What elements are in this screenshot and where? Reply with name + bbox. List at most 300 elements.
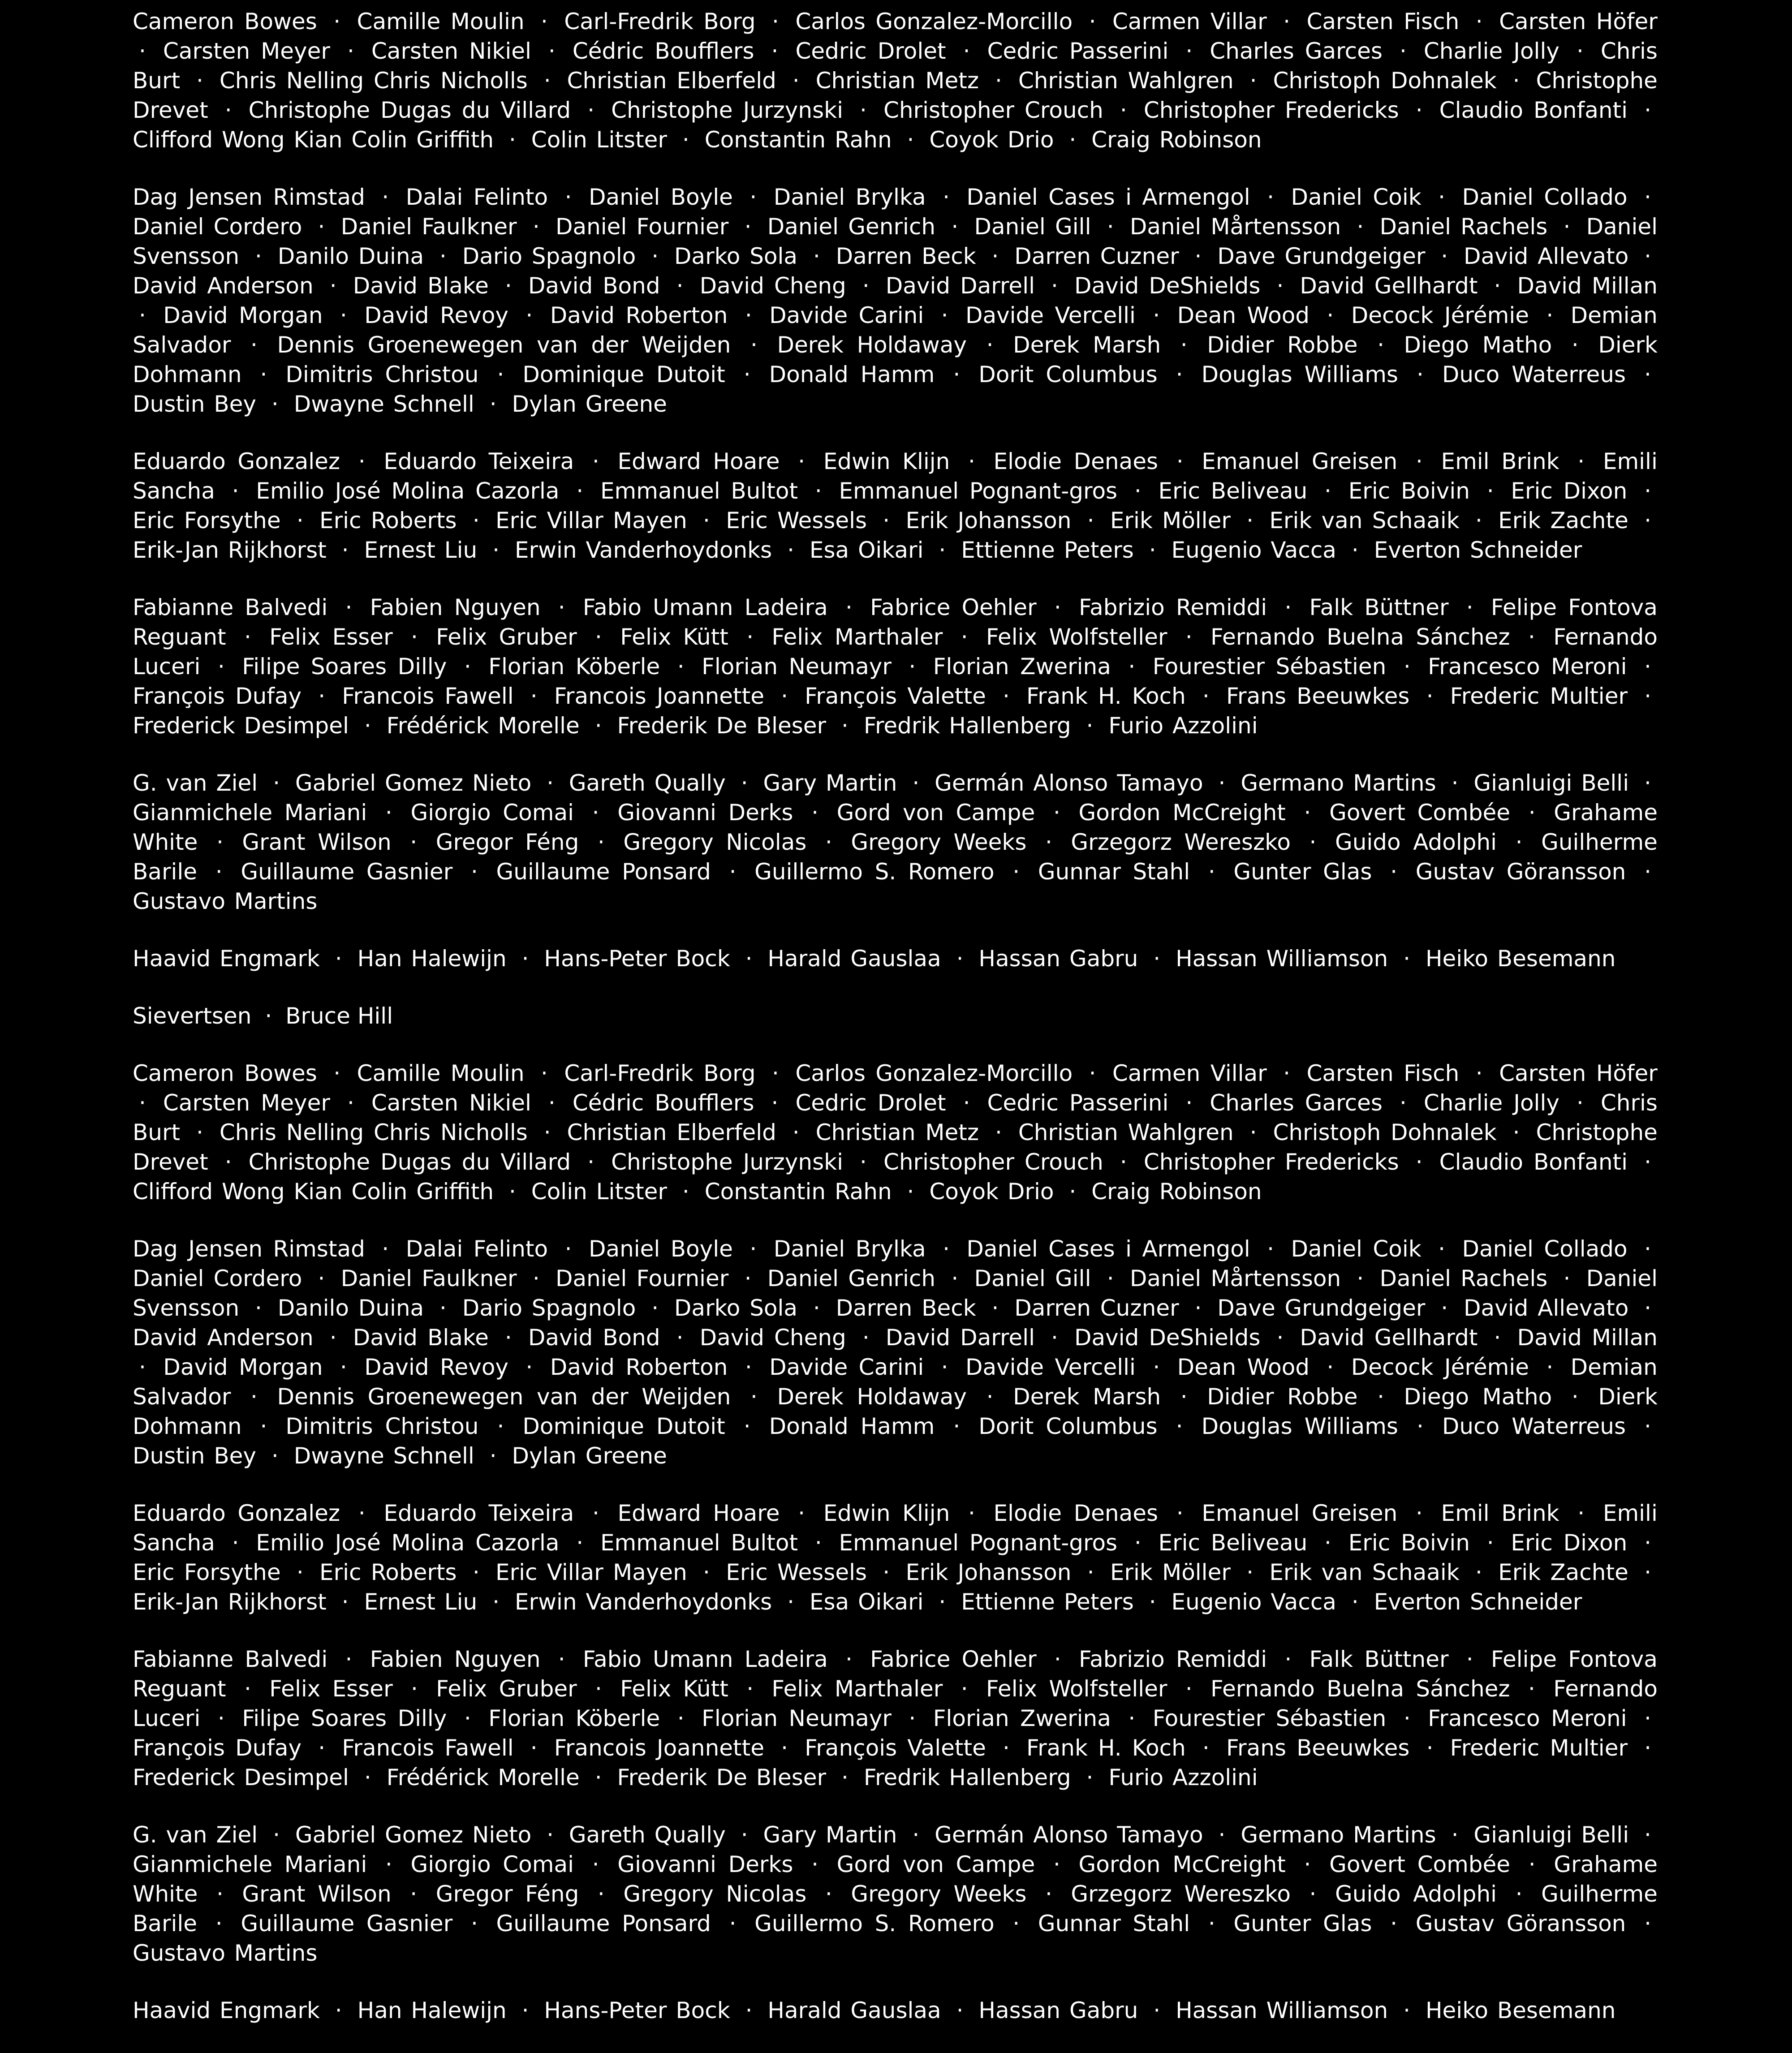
contributor-name: Emili Sancha (133, 1500, 1658, 1556)
contributor-name: Darren Beck (836, 1295, 976, 1321)
contributor-name: Eric Roberts (319, 508, 457, 534)
separator-dot: · (862, 273, 870, 299)
contributor-name: Frederic Multier (1450, 683, 1628, 709)
contributor-name: Guillaume Ponsard (496, 1911, 711, 1937)
separator-dot: · (912, 1822, 920, 1848)
contributor-name: Falk Büttner (1309, 594, 1449, 620)
separator-dot: · (1267, 184, 1275, 210)
separator-dot: · (787, 1589, 794, 1615)
contributor-name: David Cheng (699, 273, 846, 299)
contributor-name: Derek Holdaway (777, 332, 967, 358)
contributor-name: Guillermo S. Romero (754, 1911, 995, 1937)
contributor-name: Gregory Weeks (851, 829, 1027, 855)
contributor-name: Francois Fawell (342, 683, 514, 709)
separator-dot: · (1644, 683, 1652, 709)
separator-dot: · (860, 97, 867, 123)
separator-dot: · (1644, 1911, 1651, 1937)
separator-dot: · (1644, 243, 1652, 269)
contributor-name: Guilherme Barile (133, 1881, 1658, 1937)
contributor-name: Dario Spagnolo (462, 1295, 636, 1321)
separator-dot: · (1451, 1822, 1459, 1848)
separator-dot: · (813, 1295, 820, 1321)
separator-dot: · (273, 770, 280, 796)
contributor-name: Christian Elberfeld (567, 68, 776, 94)
contributor-name: Bruce Hill (285, 1003, 393, 1029)
separator-dot: · (963, 38, 970, 64)
contributor-name: Emmanuel Pognant-gros (839, 1530, 1118, 1556)
separator-dot: · (1012, 1911, 1020, 1937)
contributor-name: Grzegorz Wereszko (1071, 829, 1291, 855)
contributor-name: Guillaume Gasnier (241, 1911, 453, 1937)
contributor-name: Emilio José Molina Cazorla (256, 478, 560, 504)
separator-dot: · (1051, 1325, 1058, 1351)
separator-dot: · (771, 1090, 779, 1116)
contributor-name: Felix Wolfsteller (986, 624, 1167, 650)
contributor-name: François Dufay (133, 683, 302, 709)
contributor-name: Fabien Nguyen (370, 594, 541, 620)
separator-dot: · (521, 1997, 529, 2023)
contributor-name: Dennis Groenewegen van der Weijden (277, 332, 731, 358)
contributor-name: Eric Wessels (726, 508, 867, 534)
contributor-name: Darko Sola (674, 1295, 798, 1321)
contributor-name: Guilherme Barile (133, 829, 1658, 885)
contributor-name: Douglas Williams (1201, 362, 1398, 387)
contributor-name: David Morgan (163, 1354, 323, 1380)
contributor-name: Filipe Soares Dilly (242, 1705, 447, 1731)
contributor-name: Dwayne Schnell (293, 391, 474, 417)
contributor-name: Gunnar Stahl (1038, 859, 1190, 885)
contributor-name: Daniel Svensson (133, 214, 1658, 269)
contributor-name: Eric Dixon (1511, 1530, 1628, 1556)
contributor-name: Demian Salvador (133, 302, 1658, 358)
separator-dot: · (771, 1060, 779, 1086)
contributor-name: Dominique Dutoit (522, 1413, 725, 1439)
separator-dot: · (1546, 302, 1554, 328)
separator-dot: · (1377, 332, 1384, 358)
separator-dot: · (547, 1822, 554, 1848)
credits-stack (133, 0, 1658, 2053)
separator-dot: · (750, 332, 758, 358)
separator-dot: · (244, 1676, 251, 1702)
contributor-name: Gabriel Gomez Nieto (295, 1822, 532, 1848)
separator-dot: · (1069, 1179, 1077, 1205)
contributor-name: Emil Brink (1441, 448, 1559, 474)
separator-dot: · (1304, 800, 1311, 826)
contributor-name: David Millan (1517, 1325, 1658, 1351)
separator-dot: · (1515, 829, 1523, 855)
contributor-name: Esa Oikari (809, 537, 924, 563)
separator-dot: · (787, 537, 794, 563)
contributor-name: Edwin Klijn (823, 1500, 950, 1526)
contributor-name: Giorgio Comai (410, 1851, 574, 1877)
separator-dot: · (677, 654, 685, 680)
contributor-name: David DeShields (1074, 1325, 1261, 1351)
contributor-name: Furio Azzolini (1108, 713, 1258, 739)
contributor-name: Gordon McCreight (1078, 1851, 1286, 1877)
contributor-name: Emil Brink (1441, 1500, 1559, 1526)
separator-dot: · (1149, 537, 1156, 563)
contributor-name: Davide Vercelli (965, 1354, 1136, 1380)
contributor-name: Christopher Crouch (883, 1149, 1103, 1175)
contributor-name: Erik van Schaaik (1269, 1559, 1460, 1585)
contributor-name: Carsten Nikiel (371, 1090, 531, 1116)
contributor-name: David Gellhardt (1300, 273, 1478, 299)
separator-dot: · (1528, 1676, 1535, 1702)
separator-dot: · (1267, 1236, 1275, 1262)
contributor-name: Daniel Boyle (588, 184, 733, 210)
separator-dot: · (472, 1559, 480, 1585)
contributor-name: Heiko Besemann (1425, 946, 1616, 972)
separator-dot: · (1466, 1646, 1473, 1672)
contributor-name: Christoph Dohnalek (1273, 1119, 1497, 1145)
separator-dot: · (1644, 1413, 1651, 1439)
separator-dot: · (587, 97, 595, 123)
separator-dot: · (811, 800, 818, 826)
contributor-name: Emilio José Molina Cazorla (256, 1530, 560, 1556)
separator-dot: · (1089, 9, 1096, 34)
separator-dot: · (912, 770, 920, 796)
contributor-name: Felipe Fontova Reguant (133, 594, 1658, 650)
contributor-name: Frederic Multier (1450, 1735, 1628, 1761)
contributor-name: Fernando Luceri (133, 624, 1658, 680)
contributor-name: Cedric Passerini (987, 38, 1169, 64)
separator-dot: · (1283, 9, 1291, 34)
contributor-name: David Blake (353, 273, 489, 299)
separator-dot: · (1377, 1384, 1384, 1410)
contributor-name: Frédérick Morelle (386, 713, 580, 739)
contributor-name: Elodie Denaes (993, 448, 1159, 474)
contributor-name: Coyok Drio (929, 127, 1054, 153)
separator-dot: · (139, 1354, 146, 1380)
contributor-name: Eric Villar Mayen (495, 508, 687, 534)
contributor-name: Charlie Jolly (1423, 38, 1559, 64)
contributor-name: Didier Robbe (1207, 332, 1358, 358)
credits-tail (133, 1001, 1658, 1031)
contributor-name: Gareth Qually (569, 1822, 726, 1848)
separator-dot: · (521, 946, 529, 972)
separator-dot: · (1415, 1149, 1423, 1175)
separator-dot: · (744, 214, 752, 240)
contributor-name: Daniel Genrich (767, 1265, 936, 1291)
separator-dot: · (224, 97, 232, 123)
separator-dot: · (1403, 1705, 1411, 1731)
separator-dot: · (530, 1735, 538, 1761)
separator-dot: · (1054, 594, 1061, 620)
contributor-name: David Bond (528, 273, 660, 299)
separator-dot: · (358, 1500, 366, 1526)
separator-dot: · (497, 1413, 504, 1439)
contributor-name: Fabien Nguyen (370, 1646, 541, 1672)
separator-dot: · (1012, 859, 1020, 885)
contributor-name: Felix Gruber (436, 624, 577, 650)
contributor-name: Daniel Coik (1291, 1236, 1422, 1262)
contributor-name: David Gellhardt (1300, 1325, 1478, 1351)
separator-dot: · (745, 302, 752, 328)
contributor-name: Felix Marthaler (771, 1676, 943, 1702)
contributor-name: Gunter Glas (1233, 859, 1372, 885)
contributor-name: Hans-Peter Bock (544, 1997, 730, 2023)
contributor-name: Fredrik Hallenberg (863, 1765, 1071, 1790)
contributor-name: Germán Alonso Tamayo (935, 770, 1203, 796)
contributor-name: Christopher Crouch (883, 97, 1103, 123)
contributor-name: François Dufay (133, 1735, 302, 1761)
separator-dot: · (1087, 1559, 1094, 1585)
contributor-name: Dalai Felinto (405, 1236, 548, 1262)
contributor-name: Grzegorz Wereszko (1071, 1881, 1291, 1907)
separator-dot: · (814, 478, 822, 504)
separator-dot: · (771, 9, 779, 34)
contributor-name: Didier Robbe (1207, 1384, 1358, 1410)
contributor-name: Erik van Schaaik (1269, 508, 1460, 534)
contributor-name: Grahame White (133, 1851, 1658, 1907)
separator-dot: · (139, 302, 146, 328)
separator-dot: · (1180, 1384, 1188, 1410)
separator-dot: · (1390, 1911, 1398, 1937)
separator-dot: · (492, 537, 500, 563)
separator-dot: · (939, 1589, 946, 1615)
contributor-name: Derek Marsh (1013, 332, 1161, 358)
contributor-name: Haavid Engmark (133, 946, 320, 972)
contributor-name: Edward Hoare (617, 1500, 780, 1526)
contributor-name: Daniel Svensson (133, 1265, 1658, 1321)
separator-dot: · (470, 859, 478, 885)
contributor-name: Chris Nelling Chris Nicholls (219, 68, 528, 94)
contributor-name: Everton Schneider (1374, 1589, 1582, 1615)
separator-dot: · (1176, 448, 1184, 474)
separator-dot: · (781, 683, 788, 709)
contributor-name: Dag Jensen Rimstad (133, 1236, 365, 1262)
contributor-name: Frank H. Koch (1026, 683, 1186, 709)
separator-dot: · (335, 1997, 342, 2023)
separator-dot: · (532, 214, 540, 240)
separator-dot: · (1644, 97, 1651, 123)
separator-dot: · (750, 184, 757, 210)
credits-group-h (133, 1996, 1658, 2025)
contributor-name: Christian Wahlgren (1018, 68, 1234, 94)
separator-dot: · (1577, 1500, 1585, 1526)
contributor-name: Heiko Besemann (1425, 1997, 1616, 2023)
separator-dot: · (651, 1295, 659, 1321)
separator-dot: · (1134, 478, 1142, 504)
separator-dot: · (1246, 1559, 1254, 1585)
contributor-name: David Allevato (1463, 243, 1629, 269)
separator-dot: · (907, 127, 914, 153)
separator-dot: · (1644, 1295, 1652, 1321)
contributor-name: Fabio Umann Ladeira (582, 594, 828, 620)
contributor-name: Gordon McCreight (1078, 800, 1286, 826)
separator-dot: · (1194, 1295, 1202, 1321)
contributor-name: Haavid Engmark (133, 1997, 320, 2023)
separator-dot: · (743, 1413, 751, 1439)
separator-dot: · (558, 594, 565, 620)
separator-dot: · (540, 1060, 548, 1086)
separator-dot: · (741, 770, 748, 796)
contributor-name: Gord von Campe (836, 800, 1035, 826)
separator-dot: · (956, 946, 964, 972)
contributor-name: Christian Wahlgren (1018, 1119, 1234, 1145)
contributor-name: Gianluigi Belli (1473, 1822, 1629, 1848)
separator-dot: · (953, 1413, 961, 1439)
separator-dot: · (1149, 1589, 1156, 1615)
separator-dot: · (883, 508, 890, 534)
contributor-name: Han Halewijn (357, 1997, 507, 2023)
contributor-name: Gianluigi Belli (1473, 770, 1629, 796)
contributor-name: David Morgan (163, 302, 323, 328)
separator-dot: · (273, 1822, 280, 1848)
separator-dot: · (364, 713, 371, 739)
contributor-name: Carlos Gonzalez-Morcillo (795, 9, 1073, 34)
separator-dot: · (729, 1911, 737, 1937)
contributor-name: Daniel Cordero (133, 214, 302, 240)
contributor-name: Eric Dixon (1511, 478, 1628, 504)
separator-dot: · (1176, 1413, 1183, 1439)
contributor-name: Govert Combée (1329, 1851, 1511, 1877)
separator-dot: · (1475, 9, 1483, 34)
separator-dot: · (1249, 68, 1257, 94)
separator-dot: · (1208, 859, 1215, 885)
separator-dot: · (1153, 302, 1160, 328)
contributor-name: Daniel Faulkner (340, 1265, 517, 1291)
separator-dot: · (1528, 624, 1535, 650)
separator-dot: · (745, 1997, 753, 2023)
separator-dot: · (1218, 1822, 1226, 1848)
separator-dot: · (1644, 1149, 1651, 1175)
separator-dot: · (410, 624, 418, 650)
contributor-name: Daniel Cases i Armengol (966, 184, 1250, 210)
separator-dot: · (1576, 1090, 1584, 1116)
contributor-name: Fernando Buelna Sánchez (1210, 1676, 1510, 1702)
contributor-name: Florian Köberle (488, 654, 660, 680)
contributor-name: Frans Beeuwkes (1226, 683, 1410, 709)
contributor-name: Dave Grundgeiger (1217, 243, 1426, 269)
separator-dot: · (385, 800, 392, 826)
contributor-name: Gregor Féng (435, 1881, 579, 1907)
contributor-name: Frank H. Koch (1026, 1735, 1186, 1761)
contributor-name: Gunter Glas (1233, 1911, 1372, 1937)
separator-dot: · (1351, 1589, 1359, 1615)
separator-dot: · (745, 1354, 752, 1380)
separator-dot: · (1528, 1851, 1536, 1877)
contributor-name: Gregory Weeks (851, 1881, 1027, 1907)
separator-dot: · (1120, 1149, 1127, 1175)
contributor-name: Gunnar Stahl (1038, 1911, 1190, 1937)
separator-dot: · (677, 1705, 685, 1731)
separator-dot: · (1176, 1500, 1184, 1526)
contributor-name: Francesco Meroni (1428, 1705, 1627, 1731)
separator-dot: · (340, 1354, 347, 1380)
contributor-name: Fabianne Balvedi (133, 594, 328, 620)
contributor-name: Diego Matho (1404, 332, 1552, 358)
separator-dot: · (296, 508, 304, 534)
contributor-name: Gustav Göransson (1415, 859, 1626, 885)
contributor-name: Eric Wessels (726, 1559, 867, 1585)
contributor-name: Dierk Dohmann (133, 332, 1658, 387)
separator-dot: · (741, 1822, 748, 1848)
contributor-name: Eugenio Vacca (1171, 537, 1336, 563)
contributor-name: Daniel Rachels (1379, 214, 1548, 240)
contributor-name: Christian Elberfeld (567, 1119, 776, 1145)
separator-dot: · (347, 38, 354, 64)
separator-dot: · (961, 1676, 968, 1702)
separator-dot: · (597, 829, 605, 855)
separator-dot: · (1563, 214, 1571, 240)
separator-dot: · (1486, 1530, 1494, 1556)
contributor-name: Davide Carini (769, 302, 924, 328)
separator-dot: · (1426, 683, 1434, 709)
contributor-name: Gianmichele Mariani (133, 800, 367, 826)
contributor-name: Dag Jensen Rimstad (133, 184, 365, 210)
contributor-name: Dwayne Schnell (293, 1443, 474, 1469)
separator-dot: · (1644, 478, 1651, 504)
contributor-name: Felix Wolfsteller (986, 1676, 1167, 1702)
separator-dot: · (968, 1500, 975, 1526)
separator-dot: · (1357, 214, 1364, 240)
contributor-name: David Bond (528, 1325, 660, 1351)
contributor-name: Darren Cuzner (1014, 1295, 1179, 1321)
separator-dot: · (750, 1384, 758, 1410)
contributor-name: Felix Gruber (436, 1676, 577, 1702)
separator-dot: · (318, 1265, 325, 1291)
separator-dot: · (750, 1236, 757, 1262)
separator-dot: · (1304, 1851, 1311, 1877)
contributor-name: Fabrice Oehler (870, 1646, 1037, 1672)
separator-dot: · (587, 1149, 595, 1175)
contributor-name: Decock Jérémie (1351, 1354, 1529, 1380)
separator-dot: · (341, 537, 349, 563)
contributor-name: Cedric Passerini (987, 1090, 1169, 1116)
contributor-name: Hassan Gabru (978, 946, 1138, 972)
separator-dot: · (1475, 508, 1482, 534)
contributor-name: Giovanni Derks (617, 1851, 793, 1877)
separator-dot: · (358, 448, 366, 474)
separator-dot: · (1644, 508, 1651, 534)
separator-dot: · (1309, 1881, 1317, 1907)
contributor-name: Erik Johansson (905, 1559, 1072, 1585)
separator-dot: · (746, 1676, 754, 1702)
credits-list (133, 1001, 1658, 2053)
separator-dot: · (564, 184, 572, 210)
contributor-name: Cameron Bowes (133, 9, 317, 34)
separator-dot: · (497, 362, 504, 387)
separator-dot: · (1276, 1325, 1284, 1351)
contributor-name: Fabrizio Remiddi (1078, 594, 1267, 620)
separator-dot: · (1002, 683, 1010, 709)
separator-dot: · (329, 273, 337, 299)
separator-dot: · (255, 243, 262, 269)
contributor-name: Gregor Féng (435, 829, 579, 855)
separator-dot: · (216, 1881, 224, 1907)
contributor-name: Dierk Dohmann (133, 1384, 1658, 1439)
contributor-name: Cameron Bowes (133, 1060, 317, 1086)
contributor-name: Cedric Drolet (795, 38, 946, 64)
contributor-name: Erwin Vanderhoydonks (514, 537, 772, 563)
contributor-name: Carsten Meyer (163, 38, 330, 64)
separator-dot: · (939, 537, 946, 563)
separator-dot: · (1194, 243, 1202, 269)
separator-dot: · (1053, 1851, 1060, 1877)
separator-dot: · (576, 1530, 584, 1556)
contributor-name: Francois Joannette (554, 683, 764, 709)
separator-dot: · (1107, 1265, 1114, 1291)
separator-dot: · (1399, 38, 1407, 64)
separator-dot: · (991, 243, 999, 269)
separator-dot: · (745, 946, 753, 972)
contributor-name: David Blake (353, 1325, 489, 1351)
separator-dot: · (382, 184, 389, 210)
separator-dot: · (340, 302, 347, 328)
separator-dot: · (1185, 1090, 1193, 1116)
contributor-name: Gianmichele Mariani (133, 1851, 367, 1877)
